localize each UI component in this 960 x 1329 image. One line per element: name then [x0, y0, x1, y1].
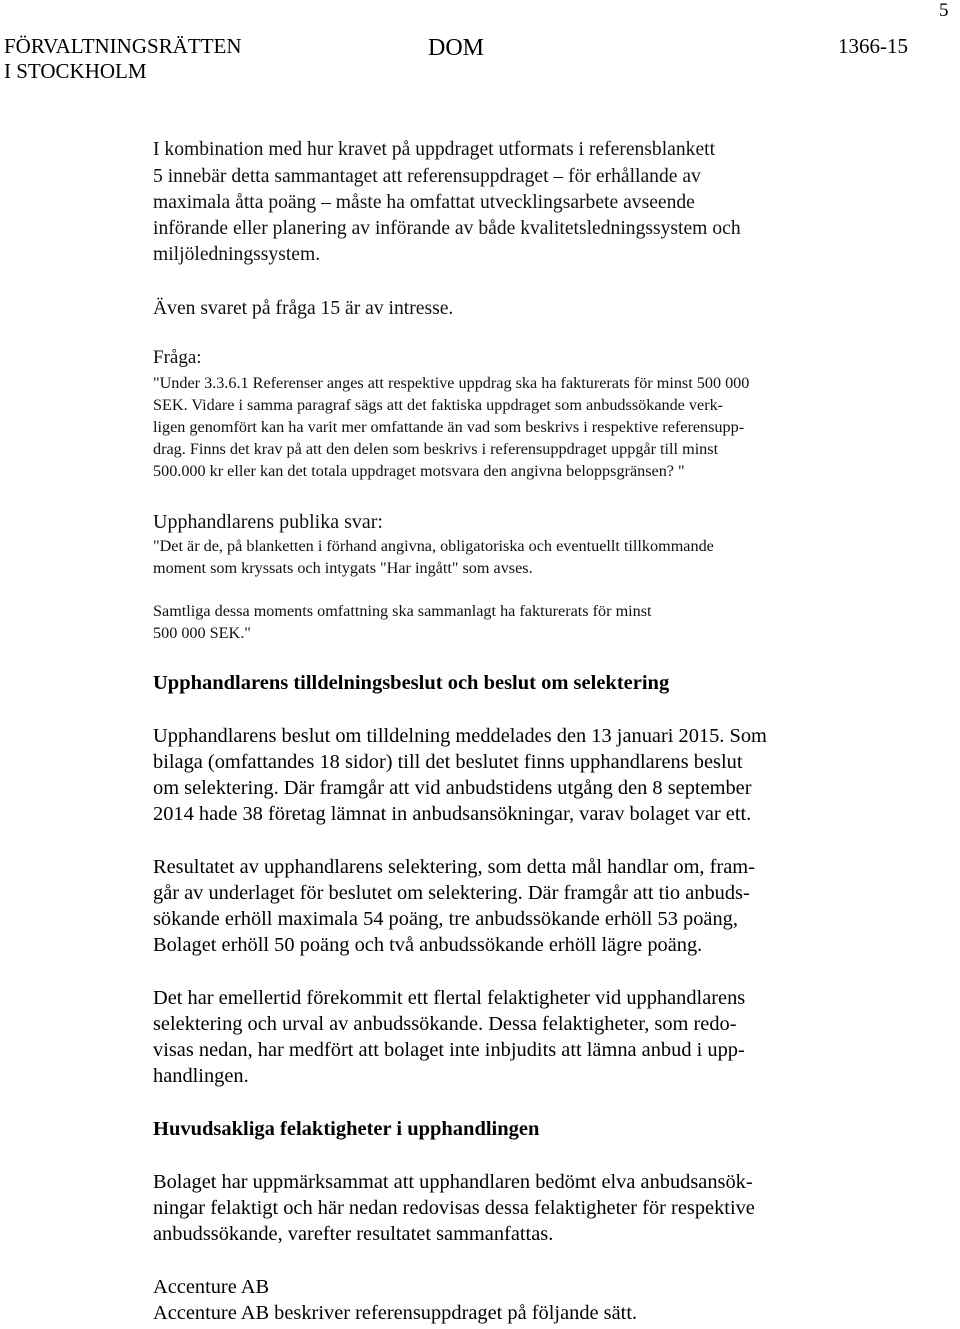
answer-line: "Det är de, på blanketten i förhand angivna, obligatoriska och eventuellt tillkommande	[153, 537, 714, 555]
question-line: SEK. Vidare i samma paragraf sägs att det faktiska uppdraget som anbudssökande verk-	[153, 396, 724, 414]
paragraph-line: maximala åtta poäng – måste ha omfattat utvecklingsarbete avseende	[153, 192, 695, 213]
paragraph-line: handlingen.	[153, 1065, 249, 1087]
answer-label: Upphandlarens publika svar:	[153, 511, 383, 533]
paragraph-line: Bolaget erhöll 50 poäng och två anbudssökande erhöll lägre poäng.	[153, 934, 703, 956]
court-name	[4, 34, 242, 84]
question-line: "Under 3.3.6.1 Referenser anges att respektive uppdrag ska ha fakturerats för minst 500 000	[153, 374, 750, 392]
answer-line: 500 000 SEK."	[153, 624, 251, 642]
paragraph-line: Resultatet av upphandlarens selektering, som detta mål handlar om, fram-	[153, 856, 755, 878]
page-number: 5	[939, 0, 949, 21]
paragraph-line: Accenture AB beskriver referensuppdraget på följande sätt.	[153, 1302, 638, 1324]
paragraph-line: anbudssökande, varefter resultatet sammanfattas.	[153, 1223, 554, 1245]
section-heading-decision: Upphandlarens tilldelningsbeslut och beslut om selektering	[153, 672, 670, 694]
court-name-line2: I STOCKHOLM	[4, 59, 147, 83]
paragraph-interest: Även svaret på fråga 15 är av intresse.	[153, 298, 454, 319]
paragraph-line: Det har emellertid förekommit ett flertal felaktigheter vid upphandlarens	[153, 987, 746, 1009]
paragraph-line: om selektering. Där framgår att vid anbudstidens utgång den 8 september	[153, 777, 752, 799]
paragraph-line: går av underlaget för beslutet om selektering. Där framgår att tio anbuds-	[153, 882, 750, 904]
case-number: 1366-15	[838, 34, 908, 58]
court-name-line1: FÖRVALTNINGSRÄTTEN	[4, 34, 242, 58]
section-heading-errors: Huvudsakliga felaktigheter i upphandlingen	[153, 1118, 540, 1140]
document-type: DOM	[428, 35, 485, 61]
paragraph-line: införande eller planering av införande av både kvalitetsledningssystem och	[153, 218, 741, 239]
paragraph-line: miljöledningssystem.	[153, 244, 321, 265]
question-line: ligen genomfört kan ha varit mer omfattande än vad som beskrivs i respektive referensupp-	[153, 418, 745, 436]
paragraph-line: ningar felaktigt och här nedan redovisas dessa felaktigheter för respektive	[153, 1197, 755, 1219]
question-label: Fråga:	[153, 347, 202, 368]
paragraph-line: selektering och urval av anbudssökande. Dessa felaktigheter, som redo-	[153, 1013, 737, 1035]
paragraph-line: Upphandlarens beslut om tilldelning meddelades den 13 januari 2015. Som	[153, 725, 767, 747]
question-line: drag. Finns det krav på att den delen som beskrivs i referensuppdraget uppgår till minst	[153, 440, 719, 458]
subsection-title-accenture: Accenture AB	[153, 1276, 270, 1298]
paragraph-line: Bolaget har uppmärksammat att upphandlaren bedömt elva anbudsansök-	[153, 1171, 753, 1193]
question-line: 500.000 kr eller kan det totala uppdraget motsvara den angivna beloppsgränsen? "	[153, 462, 685, 480]
paragraph-line: 2014 hade 38 företag lämnat in anbudsansökningar, varav bolaget var ett.	[153, 803, 752, 825]
answer-line: Samtliga dessa moments omfattning ska sammanlagt ha fakturerats för minst	[153, 602, 652, 620]
answer-line: moment som kryssats och intygats "Har ingått" som avses.	[153, 559, 533, 577]
paragraph-line: visas nedan, har medfört att bolaget inte inbjudits att lämna anbud i upp-	[153, 1039, 745, 1061]
paragraph-line: sökande erhöll maximala 54 poäng, tre anbudssökande erhöll 53 poäng,	[153, 908, 738, 930]
paragraph-line: bilaga (omfattandes 18 sidor) till det beslutet finns upphandlarens beslut	[153, 751, 743, 773]
paragraph-line: 5 innebär detta sammantaget att referensuppdraget – för erhållande av	[153, 166, 701, 187]
paragraph-line: I kombination med hur kravet på uppdraget utformats i referensblankett	[153, 139, 716, 160]
